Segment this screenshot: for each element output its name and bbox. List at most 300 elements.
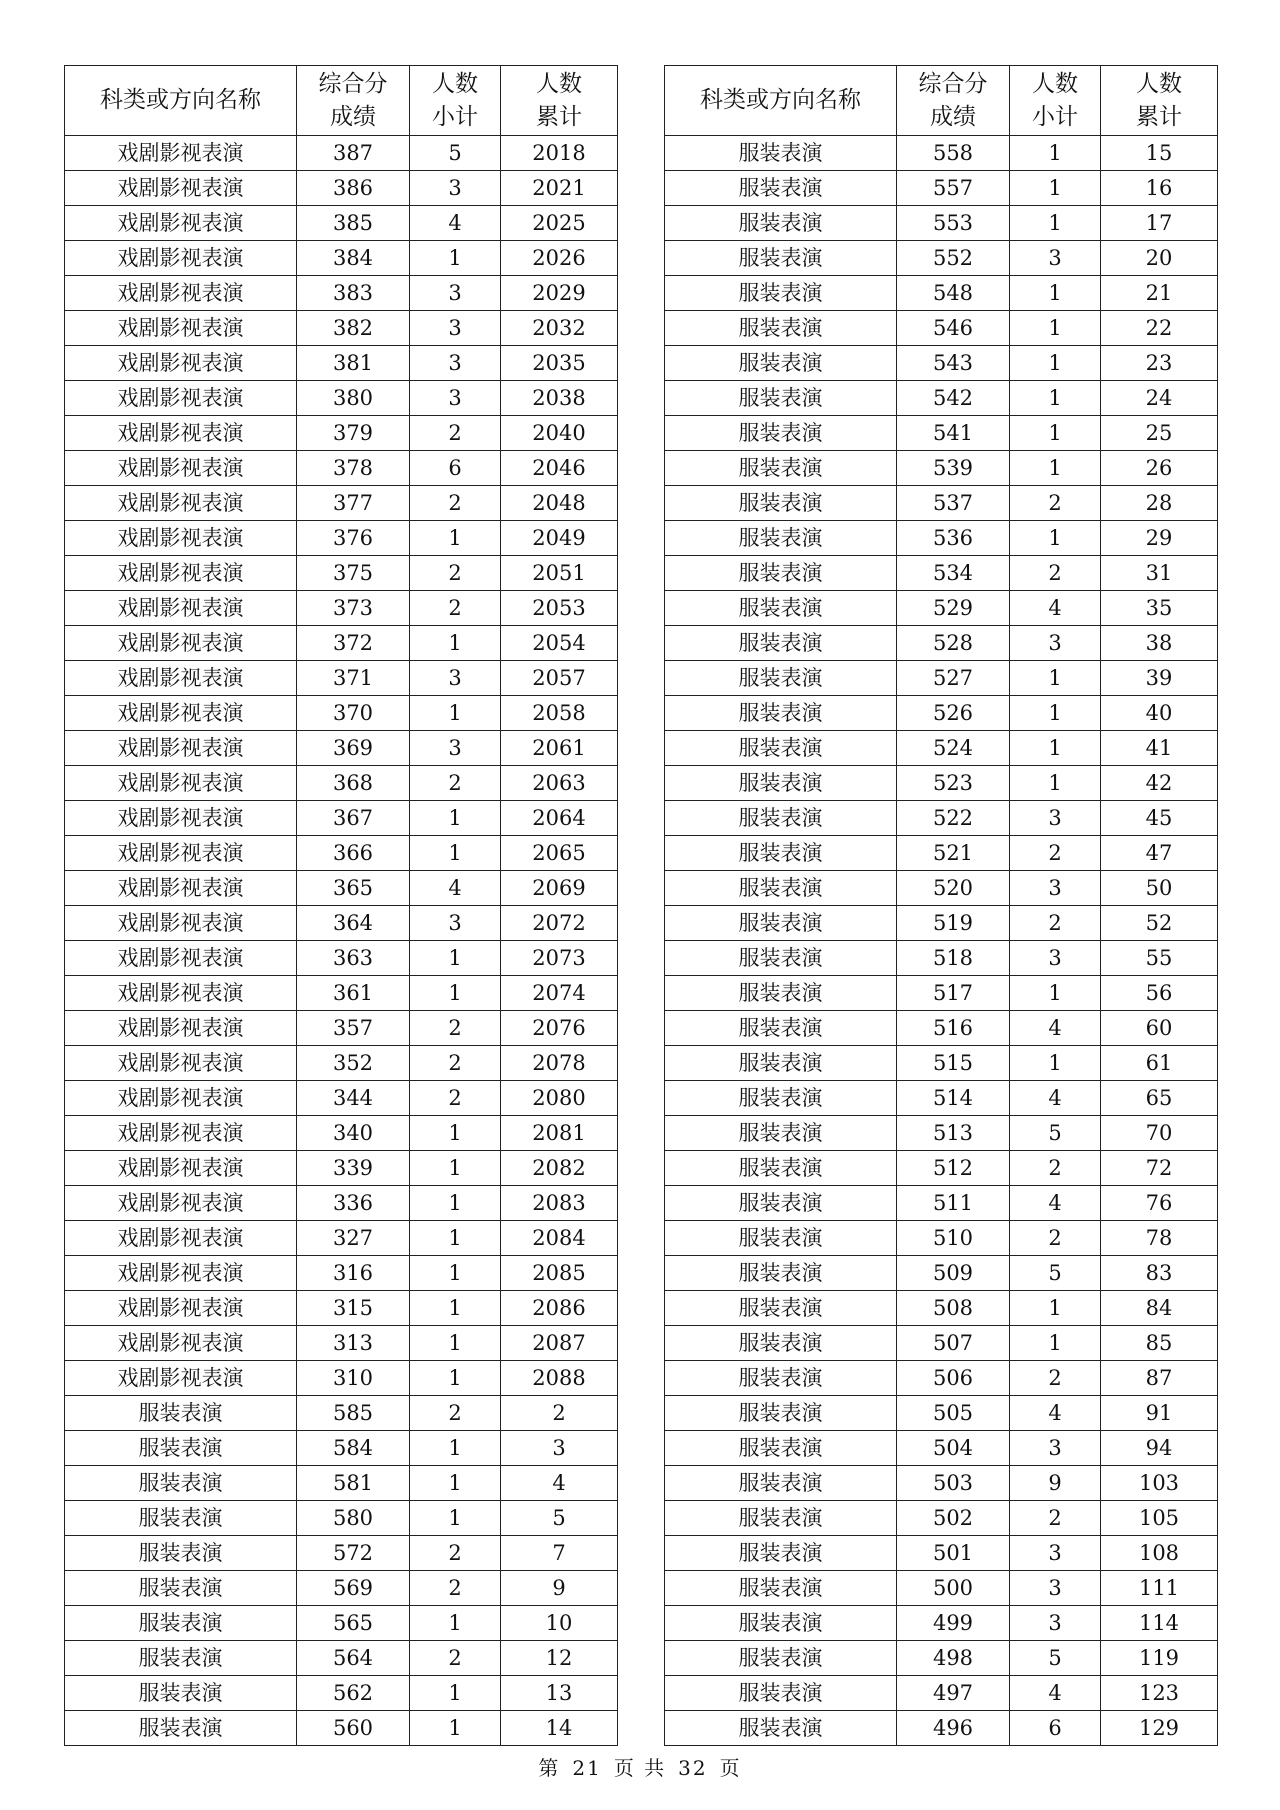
count-cell: 2 [410,486,501,521]
score-cell: 499 [897,1606,1010,1641]
score-cell: 313 [297,1326,410,1361]
cumulative-cell: 76 [1101,1186,1218,1221]
table-row [65,1151,618,1186]
score-cell: 572 [297,1536,410,1571]
category-cell: 服装表演 [665,381,897,416]
score-cell: 497 [897,1676,1010,1711]
table-row [65,941,618,976]
table-row [65,1606,618,1641]
category-cell: 服装表演 [665,416,897,451]
category-cell: 服装表演 [665,836,897,871]
cumulative-cell: 35 [1101,591,1218,626]
category-cell: 服装表演 [665,311,897,346]
score-cell: 512 [897,1151,1010,1186]
score-cell: 560 [297,1711,410,1746]
score-cell: 369 [297,731,410,766]
table-row [665,1431,1218,1466]
category-cell: 服装表演 [665,521,897,556]
count-cell: 5 [410,136,501,171]
category-cell: 服装表演 [665,241,897,276]
count-cell: 1 [410,1221,501,1256]
cumulative-cell: 2049 [501,521,618,556]
table-row [65,241,618,276]
table-row [665,1081,1218,1116]
score-cell: 534 [897,556,1010,591]
cumulative-cell: 2040 [501,416,618,451]
count-cell: 9 [1010,1466,1101,1501]
count-cell: 2 [1010,1361,1101,1396]
count-cell: 1 [1010,416,1101,451]
table-row [65,486,618,521]
footer-middle: 页 共 [613,1756,667,1780]
score-cell: 387 [297,136,410,171]
table-row [665,1011,1218,1046]
count-cell: 1 [410,1676,501,1711]
count-cell: 3 [410,346,501,381]
category-cell: 服装表演 [65,1676,297,1711]
category-cell: 戏剧影视表演 [65,836,297,871]
count-cell: 1 [410,1291,501,1326]
count-cell: 1 [410,976,501,1011]
cumulative-cell: 2078 [501,1046,618,1081]
cumulative-cell: 56 [1101,976,1218,1011]
table-row [65,1326,618,1361]
table-row [665,1151,1218,1186]
column-header: 综合分 成绩 [897,66,1010,136]
table-row [665,1711,1218,1746]
score-cell: 564 [297,1641,410,1676]
category-cell: 戏剧影视表演 [65,1116,297,1151]
count-cell: 1 [410,1151,501,1186]
cumulative-cell: 2064 [501,801,618,836]
score-cell: 516 [897,1011,1010,1046]
category-cell: 服装表演 [665,1641,897,1676]
cumulative-cell: 108 [1101,1536,1218,1571]
score-cell: 498 [897,1641,1010,1676]
count-cell: 3 [1010,1571,1101,1606]
count-cell: 3 [1010,241,1101,276]
count-cell: 1 [1010,521,1101,556]
category-cell: 戏剧影视表演 [65,1361,297,1396]
category-cell: 戏剧影视表演 [65,311,297,346]
category-cell: 戏剧影视表演 [65,486,297,521]
category-cell: 服装表演 [665,976,897,1011]
category-cell: 服装表演 [665,136,897,171]
category-cell: 服装表演 [665,696,897,731]
count-cell: 1 [1010,1326,1101,1361]
cumulative-cell: 2085 [501,1256,618,1291]
count-cell: 1 [410,1431,501,1466]
cumulative-cell: 42 [1101,766,1218,801]
category-cell: 服装表演 [665,871,897,906]
count-cell: 3 [410,311,501,346]
table-row [65,416,618,451]
table-row [65,1291,618,1326]
header-row [665,66,1218,136]
score-cell: 557 [897,171,1010,206]
table-row [665,171,1218,206]
cumulative-cell: 2082 [501,1151,618,1186]
score-cell: 365 [297,871,410,906]
cumulative-cell: 2038 [501,381,618,416]
score-cell: 379 [297,416,410,451]
cumulative-cell: 2088 [501,1361,618,1396]
category-cell: 戏剧影视表演 [65,591,297,626]
cumulative-cell: 2018 [501,136,618,171]
score-cell: 510 [897,1221,1010,1256]
table-body [65,136,618,1746]
cumulative-cell: 65 [1101,1081,1218,1116]
count-cell: 2 [410,1571,501,1606]
cumulative-cell: 2069 [501,871,618,906]
cumulative-cell: 25 [1101,416,1218,451]
category-cell: 服装表演 [665,346,897,381]
score-cell: 553 [897,206,1010,241]
score-cell: 518 [897,941,1010,976]
score-cell: 543 [897,346,1010,381]
table-row [65,1641,618,1676]
score-cell: 505 [897,1396,1010,1431]
cumulative-cell: 78 [1101,1221,1218,1256]
table-row [65,1361,618,1396]
cumulative-cell: 2065 [501,836,618,871]
category-cell: 戏剧影视表演 [65,626,297,661]
count-cell: 4 [410,871,501,906]
table-row [65,1466,618,1501]
cumulative-cell: 55 [1101,941,1218,976]
table-row [665,591,1218,626]
table-row [665,941,1218,976]
cumulative-cell: 47 [1101,836,1218,871]
table-row [65,836,618,871]
category-cell: 戏剧影视表演 [65,1221,297,1256]
score-cell: 521 [897,836,1010,871]
cumulative-cell: 2076 [501,1011,618,1046]
header-row [65,66,618,136]
cumulative-cell: 24 [1101,381,1218,416]
category-cell: 戏剧影视表演 [65,766,297,801]
cumulative-cell: 2080 [501,1081,618,1116]
table-row [665,276,1218,311]
count-cell: 1 [410,626,501,661]
cumulative-cell: 10 [501,1606,618,1641]
cumulative-cell: 2048 [501,486,618,521]
count-cell: 2 [410,1396,501,1431]
category-cell: 服装表演 [665,906,897,941]
category-cell: 服装表演 [665,591,897,626]
score-cell: 503 [897,1466,1010,1501]
table-row [665,416,1218,451]
cumulative-cell: 17 [1101,206,1218,241]
footer-suffix: 页 [719,1756,742,1780]
score-cell: 511 [897,1186,1010,1221]
score-cell: 565 [297,1606,410,1641]
category-cell: 服装表演 [665,1396,897,1431]
category-cell: 戏剧影视表演 [65,906,297,941]
table-row [665,1676,1218,1711]
cumulative-cell: 2087 [501,1326,618,1361]
table-row [665,1361,1218,1396]
table-row [665,241,1218,276]
table-row [65,1501,618,1536]
table-row [65,1711,618,1746]
category-cell: 戏剧影视表演 [65,556,297,591]
count-cell: 1 [1010,276,1101,311]
count-cell: 1 [410,696,501,731]
table-header [665,66,1218,136]
table-row [65,1676,618,1711]
category-cell: 戏剧影视表演 [65,1326,297,1361]
count-cell: 1 [1010,136,1101,171]
table-row [665,766,1218,801]
cumulative-cell: 2026 [501,241,618,276]
table-header [65,66,618,136]
category-cell: 戏剧影视表演 [65,521,297,556]
table-row [65,521,618,556]
score-cell: 378 [297,451,410,486]
cumulative-cell: 114 [1101,1606,1218,1641]
count-cell: 4 [1010,1011,1101,1046]
cumulative-cell: 16 [1101,171,1218,206]
score-cell: 501 [897,1536,1010,1571]
table-row [665,731,1218,766]
table-row [665,871,1218,906]
count-cell: 1 [410,241,501,276]
cumulative-cell: 2086 [501,1291,618,1326]
table-row [65,171,618,206]
category-cell: 戏剧影视表演 [65,276,297,311]
category-cell: 戏剧影视表演 [65,1186,297,1221]
column-header: 科类或方向名称 [65,66,297,136]
score-cell: 377 [297,486,410,521]
count-cell: 1 [410,801,501,836]
score-cell: 520 [897,871,1010,906]
score-cell: 381 [297,346,410,381]
count-cell: 3 [1010,1606,1101,1641]
count-cell: 3 [410,381,501,416]
cumulative-cell: 2021 [501,171,618,206]
category-cell: 服装表演 [665,1291,897,1326]
count-cell: 2 [1010,1151,1101,1186]
score-cell: 316 [297,1256,410,1291]
count-cell: 1 [410,941,501,976]
category-cell: 服装表演 [665,1361,897,1396]
category-cell: 服装表演 [665,1151,897,1186]
cumulative-cell: 12 [501,1641,618,1676]
count-cell: 1 [410,1361,501,1396]
score-cell: 508 [897,1291,1010,1326]
table-row [665,381,1218,416]
table-body [665,136,1218,1746]
table-row [665,1641,1218,1676]
score-cell: 366 [297,836,410,871]
table-row [65,556,618,591]
category-cell: 服装表演 [665,1676,897,1711]
cumulative-cell: 119 [1101,1641,1218,1676]
cumulative-cell: 2051 [501,556,618,591]
count-cell: 1 [410,1116,501,1151]
cumulative-cell: 22 [1101,311,1218,346]
category-cell: 戏剧影视表演 [65,381,297,416]
table-row [65,451,618,486]
count-cell: 1 [1010,381,1101,416]
count-cell: 1 [1010,766,1101,801]
cumulative-cell: 21 [1101,276,1218,311]
cumulative-cell: 2073 [501,941,618,976]
score-cell: 380 [297,381,410,416]
score-cell: 364 [297,906,410,941]
cumulative-cell: 20 [1101,241,1218,276]
category-cell: 服装表演 [665,766,897,801]
cumulative-cell: 50 [1101,871,1218,906]
score-cell: 546 [897,311,1010,346]
score-cell: 513 [897,1116,1010,1151]
table-row [65,276,618,311]
category-cell: 服装表演 [65,1396,297,1431]
score-cell: 539 [897,451,1010,486]
cumulative-cell: 103 [1101,1466,1218,1501]
table-row [665,346,1218,381]
score-cell: 524 [897,731,1010,766]
column-header: 科类或方向名称 [665,66,897,136]
count-cell: 1 [410,1186,501,1221]
count-cell: 1 [1010,1291,1101,1326]
score-cell: 373 [297,591,410,626]
score-cell: 509 [897,1256,1010,1291]
column-header: 人数 小计 [1010,66,1101,136]
category-cell: 戏剧影视表演 [65,1011,297,1046]
table-row [65,1431,618,1466]
score-cell: 548 [897,276,1010,311]
count-cell: 1 [1010,171,1101,206]
cumulative-cell: 84 [1101,1291,1218,1326]
cumulative-cell: 2083 [501,1186,618,1221]
category-cell: 服装表演 [65,1571,297,1606]
cumulative-cell: 40 [1101,696,1218,731]
score-cell: 514 [897,1081,1010,1116]
score-cell: 344 [297,1081,410,1116]
count-cell: 1 [1010,311,1101,346]
cumulative-cell: 123 [1101,1676,1218,1711]
cumulative-cell: 111 [1101,1571,1218,1606]
category-cell: 服装表演 [665,556,897,591]
category-cell: 服装表演 [65,1501,297,1536]
category-cell: 戏剧影视表演 [65,1081,297,1116]
score-cell: 367 [297,801,410,836]
cumulative-cell: 23 [1101,346,1218,381]
score-cell: 376 [297,521,410,556]
column-header: 人数 小计 [410,66,501,136]
score-cell: 519 [897,906,1010,941]
table-row [665,1466,1218,1501]
table-row [65,801,618,836]
table-row [65,906,618,941]
category-cell: 戏剧影视表演 [65,171,297,206]
score-cell: 339 [297,1151,410,1186]
cumulative-cell: 39 [1101,661,1218,696]
category-cell: 服装表演 [65,1711,297,1746]
score-cell: 541 [897,416,1010,451]
category-cell: 戏剧影视表演 [65,206,297,241]
count-cell: 5 [1010,1641,1101,1676]
score-cell: 581 [297,1466,410,1501]
cumulative-cell: 26 [1101,451,1218,486]
cumulative-cell: 91 [1101,1396,1218,1431]
category-cell: 服装表演 [665,1711,897,1746]
count-cell: 2 [410,766,501,801]
category-cell: 戏剧影视表演 [65,1256,297,1291]
score-cell: 371 [297,661,410,696]
score-cell: 552 [897,241,1010,276]
category-cell: 服装表演 [665,276,897,311]
count-cell: 3 [1010,871,1101,906]
table-row [665,451,1218,486]
category-cell: 服装表演 [65,1466,297,1501]
cumulative-cell: 61 [1101,1046,1218,1081]
score-cell: 504 [897,1431,1010,1466]
cumulative-cell: 38 [1101,626,1218,661]
cumulative-cell: 2032 [501,311,618,346]
category-cell: 戏剧影视表演 [65,1291,297,1326]
score-cell: 580 [297,1501,410,1536]
cumulative-cell: 2029 [501,276,618,311]
table-row [65,1221,618,1256]
table-row [665,136,1218,171]
score-cell: 315 [297,1291,410,1326]
count-cell: 2 [410,591,501,626]
count-cell: 4 [1010,1081,1101,1116]
cumulative-cell: 45 [1101,801,1218,836]
score-cell: 375 [297,556,410,591]
cumulative-cell: 2035 [501,346,618,381]
cumulative-cell: 41 [1101,731,1218,766]
category-cell: 戏剧影视表演 [65,451,297,486]
count-cell: 3 [1010,626,1101,661]
count-cell: 2 [410,556,501,591]
score-cell: 383 [297,276,410,311]
cumulative-cell: 2025 [501,206,618,241]
count-cell: 2 [1010,1501,1101,1536]
count-cell: 2 [410,1641,501,1676]
column-header: 人数 累计 [501,66,618,136]
count-cell: 1 [1010,451,1101,486]
column-header: 综合分 成绩 [297,66,410,136]
table-row [665,311,1218,346]
category-cell: 服装表演 [665,1571,897,1606]
table-row [665,206,1218,241]
count-cell: 1 [1010,731,1101,766]
score-cell: 357 [297,1011,410,1046]
count-cell: 1 [410,1256,501,1291]
count-cell: 6 [1010,1711,1101,1746]
table-row [665,906,1218,941]
score-cell: 528 [897,626,1010,661]
table-row [665,976,1218,1011]
table-row [665,1606,1218,1641]
count-cell: 2 [1010,486,1101,521]
table-row [665,1221,1218,1256]
category-cell: 戏剧影视表演 [65,1151,297,1186]
table-row [665,1116,1218,1151]
table-row [665,626,1218,661]
score-cell: 368 [297,766,410,801]
score-cell: 527 [897,661,1010,696]
category-cell: 戏剧影视表演 [65,416,297,451]
footer-page-number: 21 [572,1756,602,1780]
table-row [65,731,618,766]
score-cell: 336 [297,1186,410,1221]
count-cell: 5 [1010,1256,1101,1291]
